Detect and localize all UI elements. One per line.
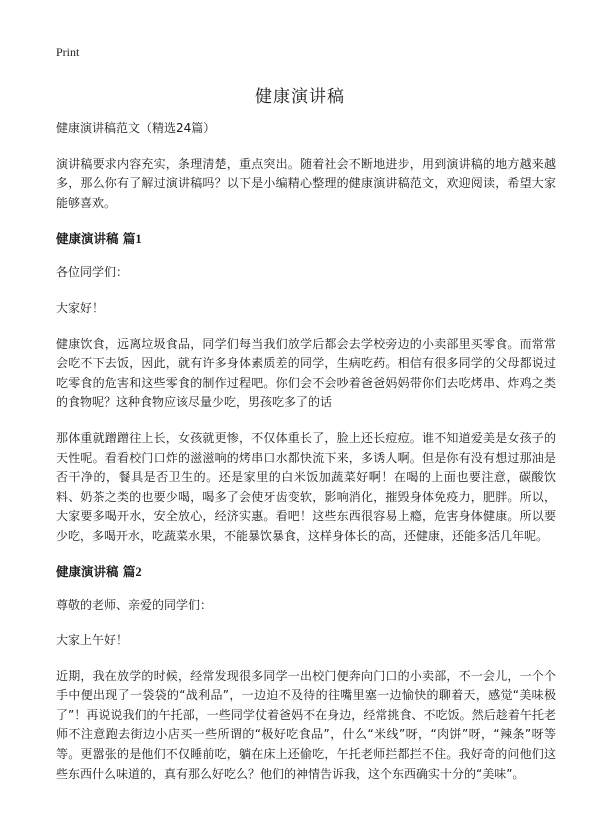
section-heading	[56, 229, 556, 249]
section-heading-text: 健康演讲稿	[56, 231, 123, 247]
page-title: 健康演讲稿	[255, 87, 345, 107]
salutation: 大家上午好！	[56, 633, 129, 648]
greeting: 各位同学们：	[56, 265, 129, 280]
body-paragraph: 那体重就蹭蹭往上长，女孩就更惨，不仅体重长了，脸上还长痘痘。谁不知道爱美是女孩子的天性呢。看看校门口炸的滋滋响的烤串口水都快流下来，多诱人啊。但是你有没有想过那油是否干净的，餐具是否卫生的。还是家里的白米饭加蔬菜好啊！在喝的上面也要注意，碳酸饮料、奶茶之类的也要少喝，喝多了会使牙齿变软，影响消化，摧毁身体免疫力，肥胖。所以，大家要多喝开水，安全放心，经济实惠。看吧！这些东西很容易上瘾，危害身体健康。所以要少吃，多喝开水，吃蔬菜水果，不能暴饮暴食，这样身体长的高，还健康，还能多活几年呢。	[56, 430, 556, 543]
article-body	[56, 119, 556, 800]
salutation: 大家好！	[56, 300, 105, 315]
greeting: 尊敬的老师、亲爱的同学们：	[56, 597, 213, 612]
section-heading	[56, 562, 556, 582]
section-heading-text: 健康演讲稿	[56, 563, 123, 579]
section-heading-number: 篇2	[122, 564, 142, 579]
subtitle: 健康演讲稿范文（精选24篇）	[56, 121, 216, 135]
body-paragraph: 近期，我在放学的时候，经常发现很多同学一出校门便奔向门口的小卖部，不一会儿，一个个手中便出现了一袋袋的“战利品”，一边迫不及待的往嘴里塞一边愉快的聊着天，感觉“美味极了”！再说说我们的午托部，一些同学仗着爸妈不在身边，经常挑食、不吃饭。然后趁着午托老师不注意跑去街边小店买一些所谓的“极好吃食品”，什么“米线”呀，“肉饼”呀，“辣条”呀等等。更嚣张的是他们不仅睡前吃，躺在床上还偷吃，午托老师拦都拦不住。我好奇的问他们这些东西什么味道的，真有那么好吃么？他们的神情告诉我，这个东西确实十分的“美味”。	[56, 668, 556, 781]
body-paragraph: 健康饮食，远离垃圾食品，同学们每当我们放学后都会去学校旁边的小卖部里买零食。而常常会吃不下去饭，因此，就有许多身体素质差的同学，生病吃药。相信有很多同学的父母都说过吃零食的危害和这些零食的制作过程吧。你们会不会吵着爸爸妈妈带你们去吃烤串、炸鸡之类的食物呢？这种食物应该尽量少吃，男孩吃多了的话	[56, 336, 556, 410]
print-link[interactable]: Print	[56, 45, 80, 59]
section-heading-number: 篇1	[122, 232, 142, 247]
intro-paragraph: 演讲稿要求内容充实，条理清楚，重点突出。随着社会不断地进步，用到演讲稿的地方越来越多，那么你有了解过演讲稿吗？以下是小编精心整理的健康演讲稿范文，欢迎阅读，希望大家能够喜欢。	[56, 156, 556, 210]
